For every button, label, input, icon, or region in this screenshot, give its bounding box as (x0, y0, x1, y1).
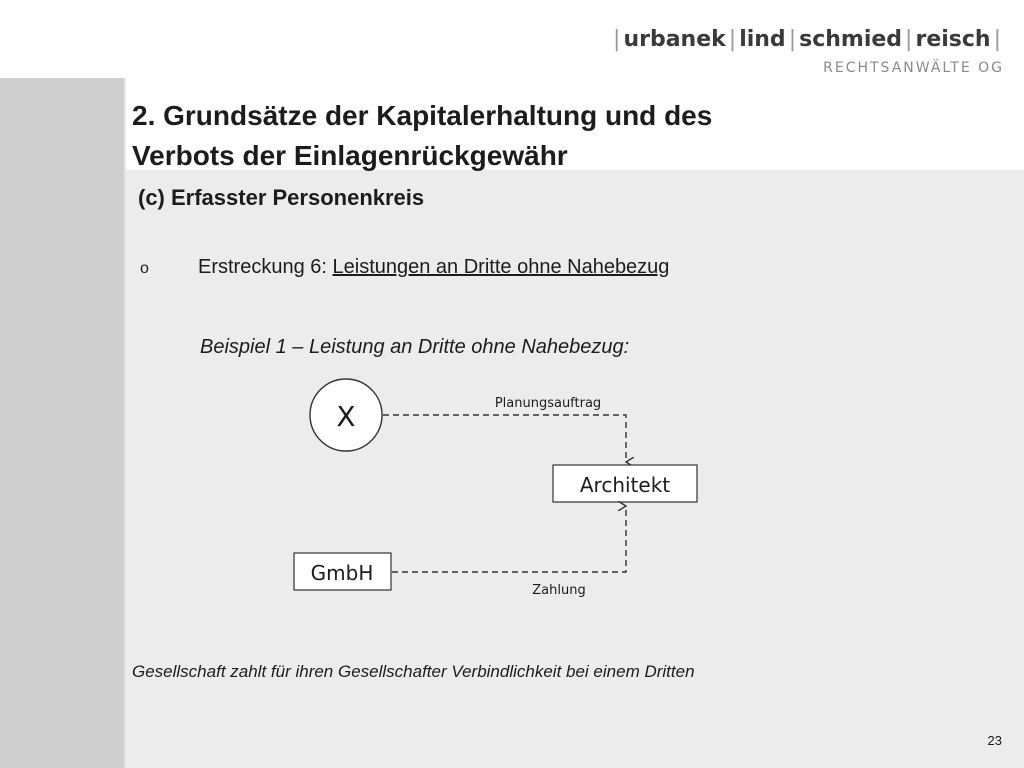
bullet-prefix: Erstreckung 6: (198, 256, 327, 278)
slide-title-line-1: 2. Grundsätze der Kapitalerhaltung und des (132, 100, 713, 131)
page-number: 23 (987, 733, 1002, 748)
bullet-marker: o (140, 260, 149, 277)
node-architekt-label: Architekt (579, 473, 671, 497)
slide-title-line-2: Verbots der Einlagenrückgewähr (132, 140, 568, 171)
logo-firm-reisch: reisch (915, 27, 991, 52)
logo-separator: | (905, 27, 913, 52)
edge-gmbh-to-architekt (392, 506, 626, 572)
example-heading: Beispiel 1 – Leistung an Dritte ohne Nahebezug: (200, 336, 630, 358)
bullet-underlined-text: Leistungen an Dritte ohne Nahebezug (332, 256, 670, 278)
edge-bottom-label: Zahlung (532, 583, 586, 598)
slide-subtitle: (c) Erfasster Personenkreis (138, 185, 425, 210)
logo-separator: | (788, 27, 797, 52)
logo-separator: | (613, 27, 621, 52)
node-x-label: X (336, 400, 356, 433)
logo-firm-schmied: schmied (799, 27, 903, 52)
logo-separator: | (728, 27, 737, 52)
edge-top-label: Planungsauftrag (494, 396, 602, 411)
footer-note: Gesellschaft zahlt für ihren Gesellschafter Verbindlichkeit bei einem Dritten (132, 662, 695, 681)
logo-firm-lind: lind (739, 27, 786, 52)
logo-separator: | (993, 27, 1001, 52)
edge-x-to-architekt (383, 415, 626, 462)
node-gmbh-label: GmbH (310, 561, 374, 585)
logo-firm-urbanek: urbanek (623, 27, 726, 52)
logo-subtitle: RECHTSANWÄLTE OG (823, 60, 1004, 76)
